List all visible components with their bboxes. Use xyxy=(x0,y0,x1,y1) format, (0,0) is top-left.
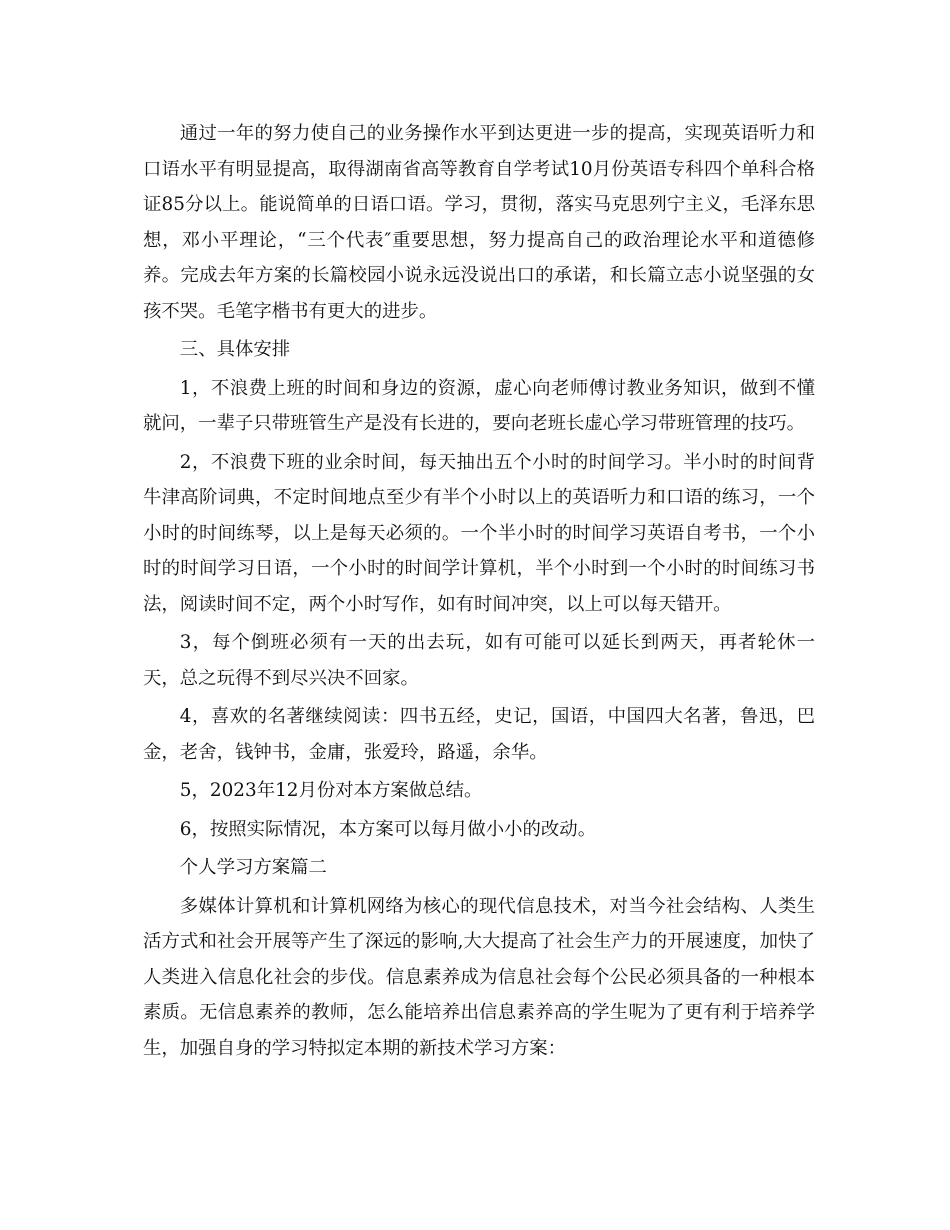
paragraph-goals: 通过一年的努力使自己的业务操作水平到达更进一步的提高，实现英语听力和口语水平有明显提高，取得湖南省高等教育自学考试10月份英语专科四个单科合格证85分以上。能说简单的日语口语。学习，贯彻，落实马克思列宁主义，毛泽东思想，邓小平理论，“三个代表″重要思想，努力提高自己的政治理论水平和道德修养。完成去年方案的长篇校园小说永远没说出口的承诺，和长篇立志小说坚强的女孩不哭。毛笔字楷书有更大的进步。 xyxy=(143,123,815,322)
paragraph-item-2: 2，不浪费下班的业余时间，每天抽出五个小时的时间学习。半小时的时间背牛津高阶词典，不定时间地点至少有半个小时以上的英语听力和口语的练习，一个小时的时间练琴，以上是每天必须的。一个半小时的时间学习英语自考书，一个小时的时间学习日语，一个小时的时间学计算机，半个小时到一个小时的时间练习书法，阅读时间不定，两个小时写作，如有时间冲突，以上可以每天错开。 xyxy=(143,451,815,615)
paragraph-item-1: 1，不浪费上班的时间和身边的资源，虚心向老师傅讨教业务知识，做到不懂就问，一辈子只带班管生产是没有长进的，要向老班长虚心学习带班管理的技巧。 xyxy=(143,377,815,434)
document-page xyxy=(143,116,815,1069)
paragraph-item-5: 5，2023年12月份对本方案做总结。 xyxy=(179,780,483,801)
section-heading-plan-two: 个人学习方案篇二 xyxy=(179,857,327,878)
paragraph-plan-two-intro: 多媒体计算机和计算机网络为核心的现代信息技术，对当今社会结构、人类生活方式和社会开展等产生了深远的影响,大大提高了社会生产力的开展速度，加快了人类进入信息化社会的步伐。信息素养成为信息社会每个公民必须具备的一种根本素质。无信息素养的教师，怎么能培养出信息素养高的学生呢为了更有利于培养学生，加强自身的学习特拟定本期的新技术学习方案： xyxy=(143,895,815,1059)
paragraph-item-4: 4，喜欢的名著继续阅读：四书五经，史记，国语，中国四大名著，鲁迅，巴金，老舍，钱钟书，金庸，张爱玲，路遥，余华。 xyxy=(143,706,815,763)
paragraph-item-6: 6，按照实际情况，本方案可以每月做小小的改动。 xyxy=(179,818,597,840)
paragraph-item-3: 3，每个倒班必须有一天的出去玩，如有可能可以延长到两天，再者轮休一天，总之玩得不到尽兴决不回家。 xyxy=(143,632,815,689)
section-heading-specific-arrangements: 三、具体安排 xyxy=(179,339,291,360)
